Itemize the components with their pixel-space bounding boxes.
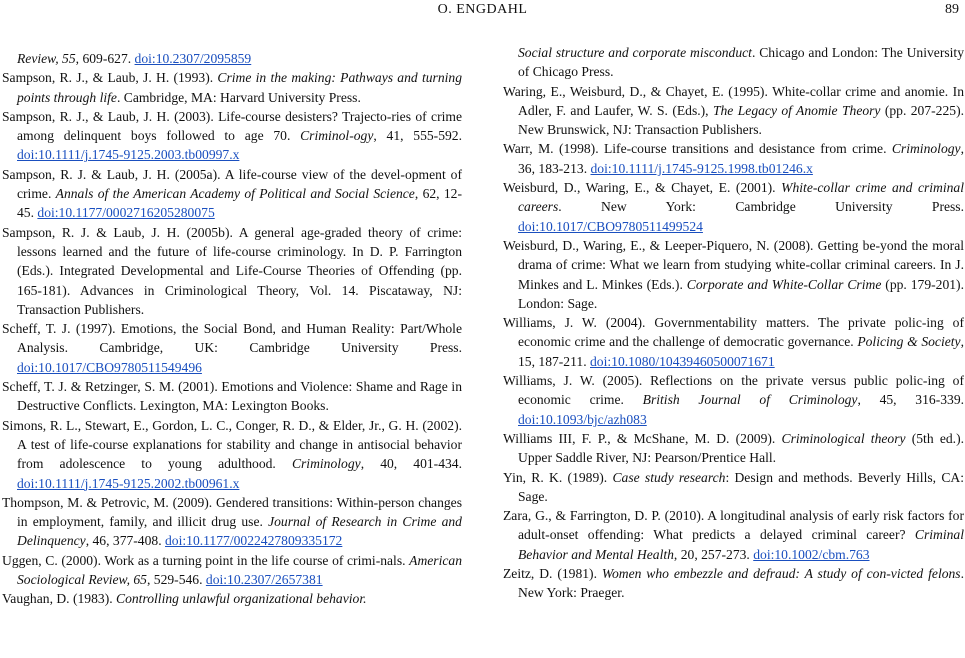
reference-entry: Williams III, F. P., & McShane, M. D. (2009). Criminological theory (5th ed.). Upper Saddle River, NJ: Pearson/Prentice Hall. <box>503 430 964 466</box>
reference-entry: Zeitz, D. (1981). Women who embezzle and defraud: A study of con-victed felons. New York: Praeger. <box>503 566 965 601</box>
doi-link[interactable]: doi:10.1177/0002716205280075 <box>37 205 215 221</box>
reference-entry: Yin, R. K. (1989). Case study research: Design and methods. Beverly Hills, CA: Sage. <box>503 469 964 504</box>
reference-entry: Social structure and corporate misconduct. Chicago and London: The University of Chicago Press. <box>518 45 964 80</box>
reference-entry: Vaughan, D. (1983). Controlling unlawful organizational behavior. <box>2 591 367 607</box>
reference-entry: Williams, J. W. (2005). Reflections on the private versus public polic-ing of economic crime. British Journal of Criminology, 45, 316-339. doi:10.1093/bjc/azh083 <box>503 373 965 427</box>
doi-link[interactable]: doi:10.1111/j.1745-9125.2002.tb00961.x <box>17 475 240 491</box>
reference-entry: Sampson, R. J. & Laub, J. H. (2005a). A life-course view of the devel-opment of crime. Annals of the American Academy of Political and Social Science, 62, 12-45. doi:10.1177/0002716205280075 <box>2 166 462 221</box>
reference-entry: Sampson, R. J., & Laub, J. H. (2003). Life-course desisters? Trajecto-ries of crime among delinquent boys followed to age 70. Criminol-ogy, 41, 555-592. doi:10.1111/j.1745-9125.2003.tb00997.x <box>2 108 462 163</box>
doi-link[interactable]: doi:10.1111/j.1745-9125.1998.tb01246.x <box>590 160 813 176</box>
reference-entry: Sampson, R. J., & Laub, J. H. (1993). Crime in the making: Pathways and turning points through life. Cambridge, MA: Harvard University Press. <box>2 70 462 105</box>
reference-column-left <box>2 49 462 609</box>
reference-entry: Thompson, M. & Petrovic, M. (2009). Gendered transitions: Within-person changes in employment, family, and illicit drug use. Journal of Research in Crime and Delinquency, 46, 377-408. doi:10.1177/0022427809335172 <box>2 494 462 549</box>
doi-link[interactable]: doi:10.1177/0022427809335172 <box>165 533 343 549</box>
reference-entry: Review, 55, 609-627. doi:10.2307/2095859 <box>17 51 252 66</box>
reference-entry: Weisburd, D., Waring, E., & Leeper-Piquero, N. (2008). Getting be-yond the moral drama of crime: What we learn from studying white-collar criminal careers. In J. Minkes and L. Minkes (Eds.). Corporate and White-Collar Crime (pp. 179-201). London: Sage. <box>503 237 964 311</box>
reference-entry: Williams, J. W. (2004). Governmentability matters. The private polic-ing of economic crime and the challenge of democratic governance. Policing & Society, 15, 187-211. doi:10.1080/10439460500071671 <box>503 315 964 369</box>
reference-entry: Scheff, T. J. (1997). Emotions, the Social Bond, and Human Reality: Part/Whole Analysis. Cambridge, UK: Cambridge University Press. doi:10.1017/CBO9780511549496 <box>2 321 462 375</box>
reference-entry: Scheff, T. J. & Retzinger, S. M. (2001). Emotions and Violence: Shame and Rage in Destructive Conflicts. Lexington, MA: Lexington Books. <box>2 379 462 414</box>
doi-link[interactable]: doi:10.1111/j.1745-9125.2003.tb00997.x <box>17 147 240 163</box>
doi-link[interactable]: doi:10.1093/bjc/azh083 <box>518 411 647 427</box>
page-number: 89 <box>945 2 959 17</box>
doi-link[interactable]: doi:10.1017/CBO9780511499524 <box>518 218 703 234</box>
doi-link[interactable]: doi:10.1080/10439460500071671 <box>590 353 775 369</box>
reference-entry: Waring, E., Weisburd, D., & Chayet, E. (1995). White-collar crime and anomie. In Adler, F. and Laufer, W. S. (Eds.), The Legacy of Anomie Theory (pp. 207-225). New Brunswick, NJ: Transaction Publishers. <box>503 83 964 138</box>
reference-entry: Zara, G., & Farrington, D. P. (2010). A longitudinal analysis of early risk factors for adult-onset offending: What predicts a delayed criminal career? Criminal Behavior and Mental Health, 20, 257-273. doi:10.1002/cbm.763 <box>503 508 964 562</box>
reference-column-right <box>503 43 964 603</box>
doi-link[interactable]: doi:10.1002/cbm.763 <box>753 546 870 562</box>
reference-entry: Sampson, R. J. & Laub, J. H. (2005b). A general age-graded theory of crime: lessons learned and the future of life-course criminology. In D. P. Farrington (Eds.). Integrated Developmental and Life-Course Theories of Offending (pp. 165-181). Advances in Criminological Theory, Vol. 14. Piscataway, NJ: Transaction Publishers. <box>2 224 462 317</box>
reference-entry: Warr, M. (1998). Life-course transitions and desistance from crime. Criminology, 36, 183-213. doi:10.1111/j.1745-9125.1998.tb01246.x <box>503 141 964 176</box>
running-header-author: O. ENGDAHL <box>437 2 528 17</box>
running-header <box>0 2 965 22</box>
reference-entry: Simons, R. L., Stewart, E., Gordon, L. C., Conger, R. D., & Elder, Jr., G. H. (2002). A test of life-course explanations for stability and change in antisocial behavior from adolescence to young adulthood. Criminology, 40, 401-434. doi:10.1111/j.1745-9125.2002.tb00961.x <box>2 417 462 491</box>
doi-link[interactable]: doi:10.2307/2095859 <box>134 51 252 66</box>
doi-link[interactable]: doi:10.2307/2657381 <box>205 572 323 588</box>
reference-entry: Uggen, C. (2000). Work as a turning point in the life course of crimi-nals. American Sociological Review, 65, 529-546. doi:10.2307/2657381 <box>2 552 462 588</box>
reference-entry: Weisburd, D., Waring, E., & Chayet, E. (2001). White-collar crime and criminal careers. New York: Cambridge University Press. doi:10.1017/CBO9780511499524 <box>503 180 965 234</box>
doi-link[interactable]: doi:10.1017/CBO9780511549496 <box>17 359 202 375</box>
